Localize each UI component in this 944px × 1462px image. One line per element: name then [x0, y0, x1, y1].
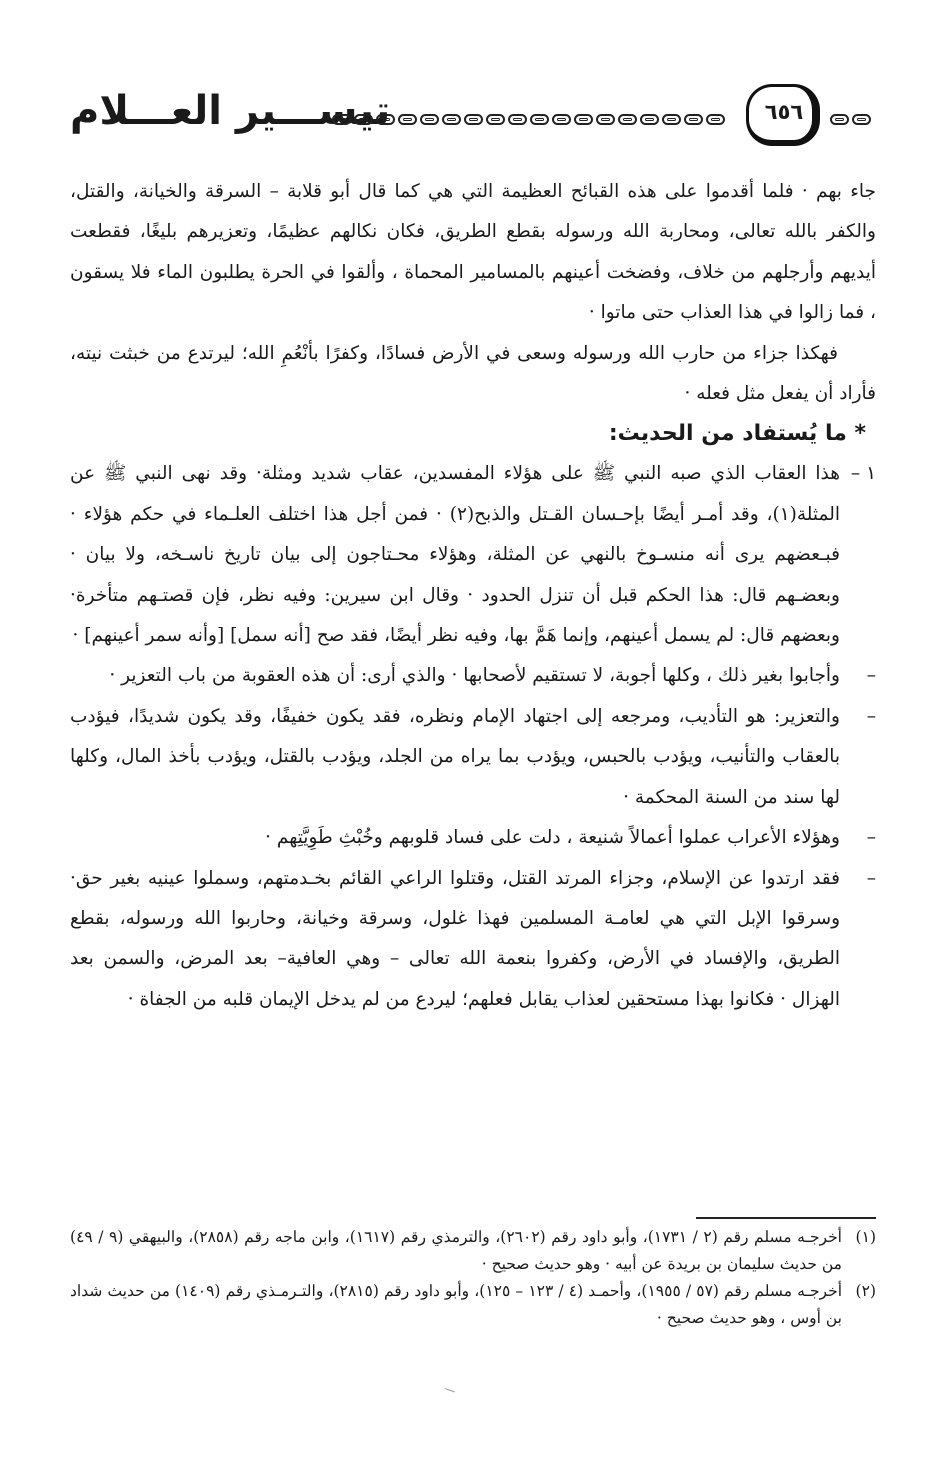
footnote [70, 1278, 876, 1332]
list-item [70, 859, 876, 1021]
list-item [70, 656, 876, 696]
footnote-marker: (٢) [855, 1282, 876, 1300]
list-item-text: والتعزير: هو التأديب، ومرجعه إلى اجتهاد الإمام ونظره، فقد يكون خفيفًا، وقد يكون شديدًا، فيؤدب بالعقاب والتأنيب، ويؤدب بالحبس، ويؤدب بما يراه من الجلد، ويؤدب بالقتل، ويؤدب بأخذ المال، وكلها لها سند من السنة المحكمة · [70, 705, 840, 808]
footnote-text: أخرجـه مسلم رقم (٥٧ / ١٩٥٥)، وأحمـد (٤ / ١٢٣ – ١٢٥)، وأبو داود رقم (٢٨١٥)، والتـرمـذي رقم (١٤٠٩) من حديث شداد بن أوس ، وهو حديث صحيح · [70, 1282, 843, 1327]
page-number-badge [742, 78, 828, 156]
chain-ornament [332, 108, 752, 130]
chain-ornament-short [830, 108, 882, 130]
footnotes [70, 1224, 876, 1332]
body-paragraph: فهكذا جزاء من حارب الله ورسوله وسعى في الأرض فسادًا، وكفرًا بأنْعُمِ الله؛ ليرتدع من خبثت نيته، فأراد أن يفعل مثل فعله · [70, 342, 876, 405]
list-item-text: وأجابوا بغير ذلك ، وكلها أجوبة، لا تستقيم لأصحابها · والذي أرى: أن هذه العقوبة من باب التعزير · [109, 665, 840, 687]
list-item [70, 454, 876, 656]
list-item-marker: ١ – [850, 463, 876, 485]
book-title: تيســـير العـــلام [70, 88, 391, 134]
footnote-marker: (١) [855, 1228, 876, 1246]
footnote-text: أخرجـه مسلم رقم (٢ / ١٧٣١)، وأبو داود رقم (٢٦٠٢)، والترمذي رقم (١٦١٧)، وابن ماجه رقم (٢٨٥٨)، والبيهقي (٩ / ٤٩) من حديث سليمان بن بريدة عن أبيه · وهو حديث صحيح · [70, 1228, 842, 1273]
footnote [70, 1224, 876, 1278]
list-item-marker: – [866, 705, 876, 727]
section-heading: * ما يُستفاد من الحديث: [608, 421, 866, 447]
list-item [70, 697, 876, 818]
list-item-marker: – [866, 867, 876, 889]
list-item-marker: – [866, 827, 876, 849]
list-item-marker: – [866, 665, 876, 687]
footnote-divider [696, 1217, 876, 1219]
print-mark [445, 1383, 457, 1393]
list-item-text: هذا العقاب الذي صبه النبي ﷺ على هؤلاء المفسدين، عقاب شديد ومثلة· وقد نهى النبي ﷺ عن المثلة(١)، وقد أمـر أيضًا بإحـسان القـتل والذبح(٢) · فمن أجل هذا اختلف العلـماء في حكم هؤلاء · فبـعضهم يرى أنه منسـوخ بالنهي عن المثلة، وهؤلاء محـتاجون إلى بيان تاريخ ناسـخه، ولا بيان · وبعضـهم قال: هذا الحكم قبل أن تنزل الحدود · وقال ابن سيرين: وفيه نظر، فإن قصتـهم متأخرة· وبعضهم قال: لم يسمل أعينهم، وإنما هَمَّ بها، وفيه نظر أيضًا، فقد صح [أنه سمل] [وأنه سمر أعينهم] · [70, 463, 840, 647]
page-number: ٦٥٦ [764, 100, 804, 124]
page-body [70, 172, 876, 1020]
page-header [70, 78, 879, 156]
body-paragraph: جاء بهم · فلما أقدموا على هذه القبائح العظيمة التي هي كما قال أبو قلابة – السرقة والخيانة، والقتل، والكفر بالله تعالى، ومحاربة الله ورسوله بقطع الطريق، فكان نكالهم عظيمًا، وتعزيرهم بليغًا، فقطعت أيديهم وأرجلهم من خلاف، وفضخت أعينهم بالمسامير المحماة ، وألقوا في الحرة يطلبون الماء فلا يسقون ، فما زالوا في هذا العذاب حتى ماتوا · [70, 181, 876, 324]
list-item-text: فقد ارتدوا عن الإسلام، وجزاء المرتد القتل، وقتلوا الراعي القائم بخـدمتهم، وسملوا عينيه بغير حق· وسرقوا الإبل التي هي لعامـة المسلمين فهذا غلول، وسرقة وخيانة، وحاربوا الله ورسوله، بقطع الطريق، والإفساد في الأرض، وكفروا بنعمة الله تعالى – وهي العافية– بعد المرض، والسمن بعد الهزال · فكانوا بهذا مستحقين لعذاب يقابل فعلهم؛ ليردع من لم يدخل الإيمان قلبه من الجفاة · [70, 867, 840, 1010]
list-item-text: وهؤلاء الأعراب عملوا أعمالاً شنيعة ، دلت على فساد قلوبهم وخُبْثِ طَوِيَّتِهم · [265, 827, 840, 849]
list-item [70, 818, 876, 858]
